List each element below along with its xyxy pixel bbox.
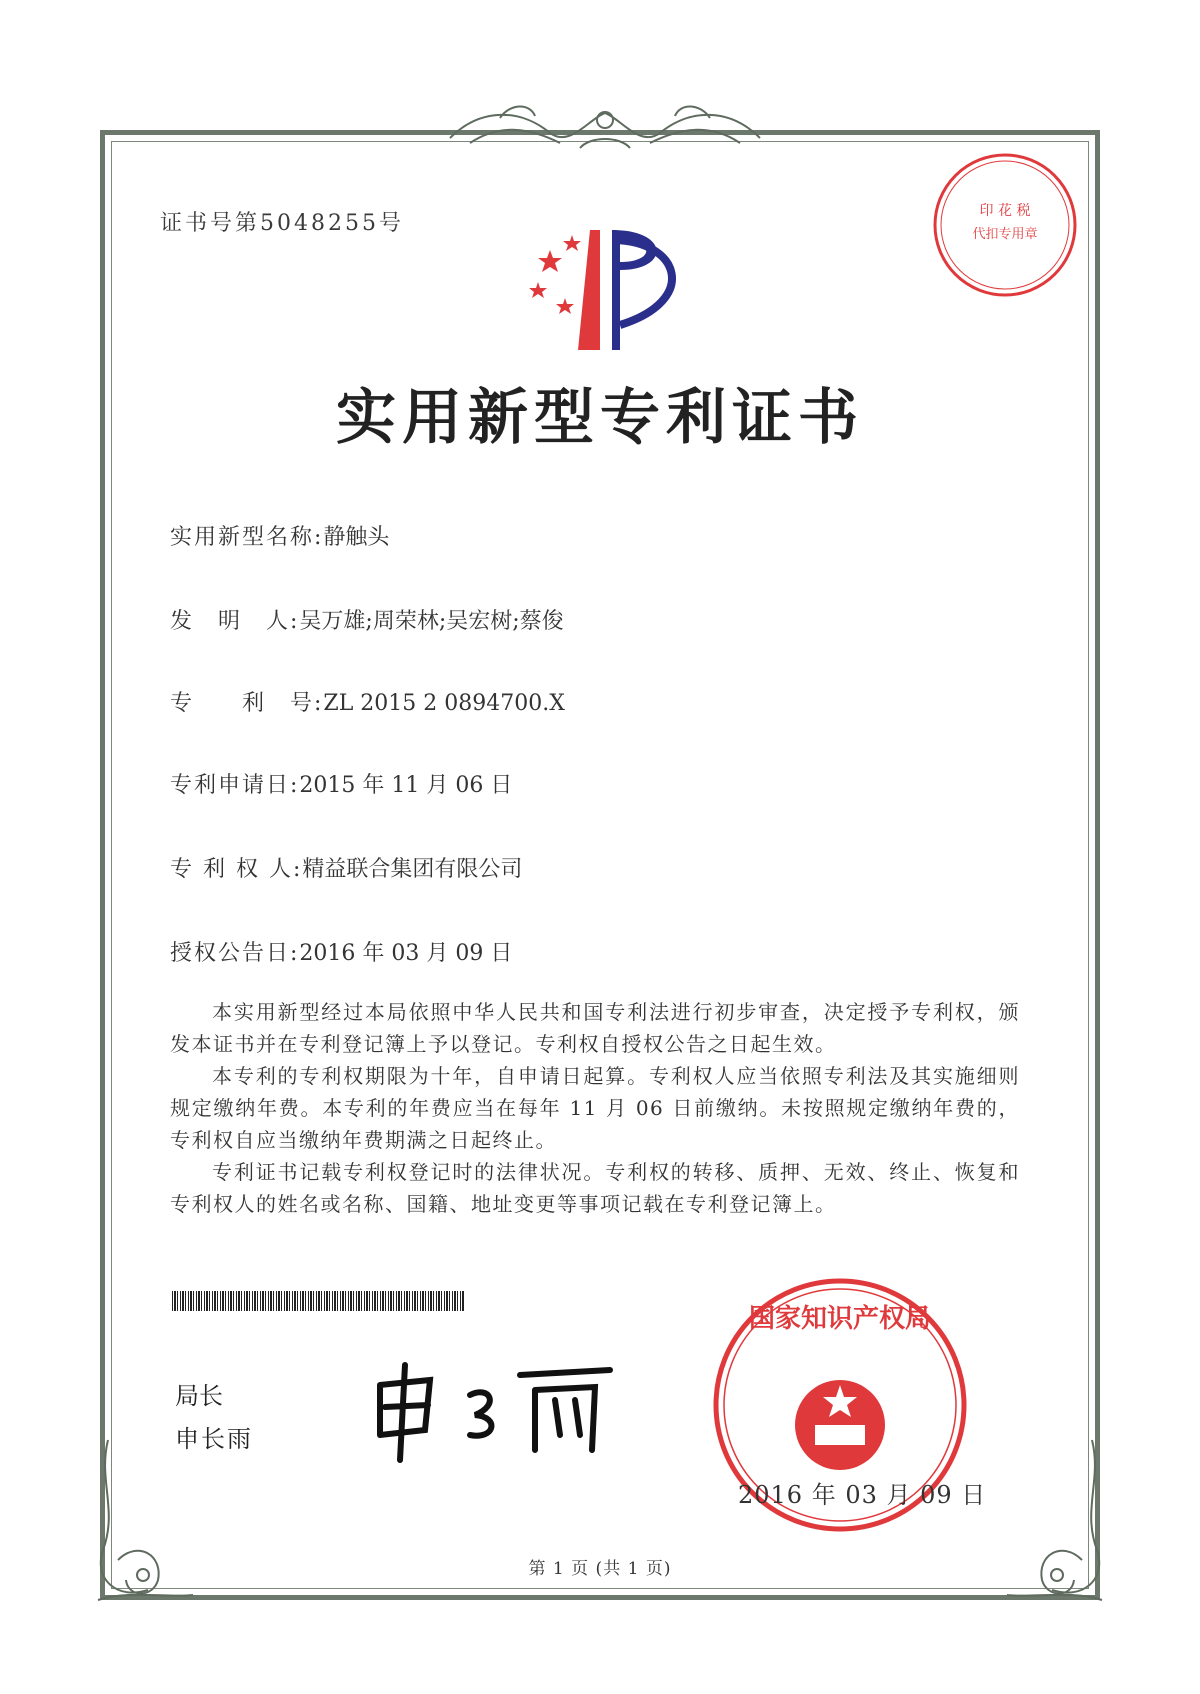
field-value: ZL 2015 2 0894700.X [323, 691, 565, 716]
body-paragraph: 专利证书记载专利权登记时的法律状况。专利权的转移、质押、无效、终止、恢复和专利权人的姓名或名称、国籍、地址变更等事项记载在专利登记簿上。 [170, 1160, 1020, 1216]
field-value: 吴万雄;周荣林;吴宏树;蔡俊 [299, 609, 564, 634]
page-title: 实用新型专利证书 [336, 383, 864, 453]
star-icon [529, 235, 581, 314]
field-label: 授权公告日: [170, 941, 300, 966]
tax-seal [930, 150, 1080, 300]
body-paragraph: 本专利的专利权期限为十年，自申请日起算。专利权人应当依照专利法及其实施细则规定缴纳年费。本专利的年费应当在每年 11 月 06 日前缴纳。未按照规定缴纳年费的，专利权自应当缴纳年费期满之日起终止。 [170, 1064, 1020, 1152]
field-value: 精益联合集团有限公司 [302, 857, 523, 882]
field-label: 专利申请日: [170, 773, 300, 798]
field-label: 专 利 号: [170, 691, 324, 716]
body-paragraph: 本实用新型经过本局依照中华人民共和国专利法进行初步审查，决定授予专利权，颁发本证书并在专利登记簿上予以登记。专利权自授权公告之日起生效。 [170, 1000, 1020, 1056]
body-text [170, 996, 1020, 1220]
handwritten-signature [360, 1355, 620, 1465]
field-inventors [170, 604, 564, 635]
field-value: 2015 年 11 月 06 日 [299, 773, 513, 798]
signature-title: 局长 [175, 1382, 223, 1410]
field-label: 发 明 人: [170, 609, 300, 634]
patent-office-logo [520, 210, 710, 360]
certificate-number: 证书号第5048255号 [160, 211, 404, 236]
field-label: 专 利 权 人: [170, 857, 303, 882]
page-number: 第 1 页 (共 1 页) [528, 1559, 672, 1579]
field-name [170, 520, 389, 551]
svg-text:国家知识产权局: 国家知识产权局 [748, 1304, 932, 1334]
seal-date: 2016 年 03 月 09 日 [738, 1481, 987, 1509]
field-patentee [170, 852, 522, 883]
field-value: 静触头 [323, 525, 390, 550]
svg-text:印 花 税: 印 花 税 [979, 203, 1031, 219]
field-grant-date [170, 936, 512, 967]
signature-name: 申长雨 [175, 1425, 253, 1453]
top-ornament [440, 98, 770, 158]
field-label: 实用新型名称: [170, 525, 324, 550]
field-value: 2016 年 03 月 09 日 [299, 941, 513, 966]
field-patent-number [170, 686, 565, 717]
field-application-date [170, 768, 512, 799]
svg-text:代扣专用章: 代扣专用章 [972, 227, 1038, 242]
barcode [172, 1291, 464, 1311]
